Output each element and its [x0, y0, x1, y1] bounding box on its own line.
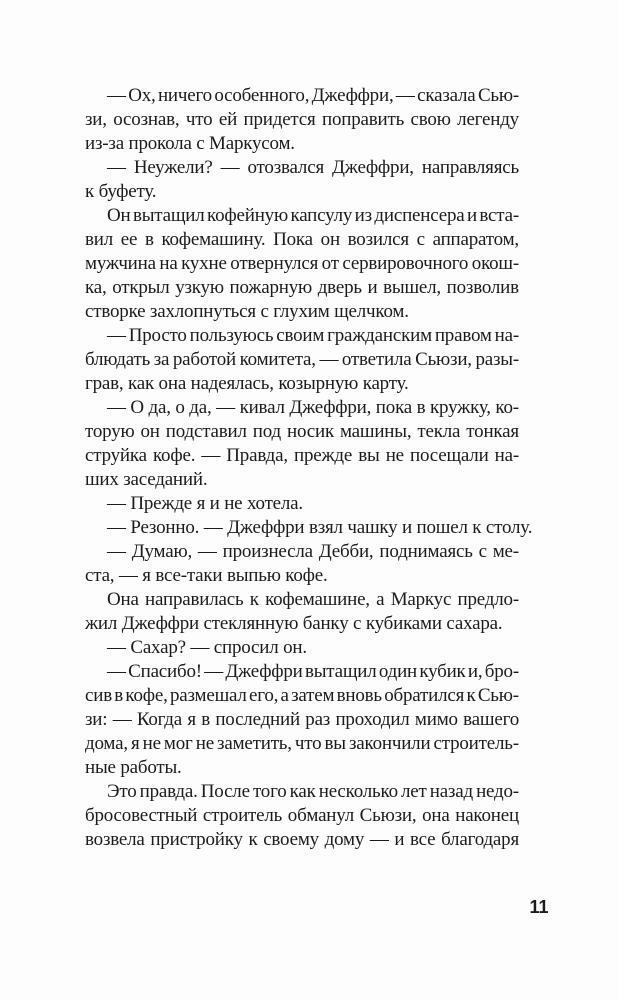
paragraph — [85, 780, 519, 852]
text-line: — Прежде я и не хотела. — [107, 493, 303, 514]
text-line: ные работы. — [85, 757, 182, 778]
paragraph — [85, 156, 519, 204]
text-line: вил ее в кофемашину. Пока он возился с аппаратом, — [85, 229, 519, 250]
text-line: блюдать за работой комитета, — ответила Сьюзи, разы- — [85, 349, 519, 370]
text-line: жил Джеффри стеклянную банку с кубиками сахара. — [85, 613, 503, 634]
text-line: торую он подставил под носик машины, текла тонкая — [85, 421, 519, 442]
text-line: — Сахар? — спросил он. — [107, 637, 307, 658]
paragraph — [85, 396, 519, 492]
paragraph — [85, 636, 519, 660]
page-text — [85, 84, 533, 852]
text-line: — Ох, ничего особенного, Джеффри, — сказала Сью- — [107, 85, 519, 106]
text-line: мужчина на кухне отвернулся от сервировочного окош- — [85, 253, 519, 274]
text-line: к буфету. — [85, 181, 157, 202]
text-line: — О да, о да, — кивал Джеффри, пока в кружку, ко- — [107, 397, 519, 418]
text-line: грав, как она надеялась, козырную карту. — [85, 373, 409, 394]
paragraph — [85, 540, 519, 588]
paragraph — [85, 516, 533, 540]
text-line: — Думаю, — произнесла Дебби, поднимаясь с ме- — [107, 541, 519, 562]
paragraph — [85, 204, 519, 324]
text-line: Она направилась к кофемашине, а Маркус предло- — [107, 589, 519, 610]
text-line: сив в кофе, размешал его, а затем вновь обратился к Сью- — [85, 685, 519, 706]
paragraph — [85, 324, 519, 396]
text-line: бросовестный строитель обманул Сьюзи, она наконец — [85, 805, 519, 826]
text-line: струйка кофе. — Правда, прежде вы не посещали на- — [85, 445, 519, 466]
paragraph — [85, 492, 519, 516]
text-line: из-за прокола с Маркусом. — [85, 133, 295, 154]
text-line: — Просто пользуюсь своим гражданским правом на- — [107, 325, 519, 346]
text-line: зи: — Когда я в последний раз проходил мимо вашего — [85, 709, 519, 730]
paragraph — [85, 588, 519, 636]
text-line: — Резонно. — Джеффри взял чашку и пошел к столу. — [107, 517, 533, 538]
text-line: дома, я не мог не заметить, что вы закончили строитель- — [85, 733, 519, 754]
text-line: створке захлопнуться с глухим щелчком. — [85, 301, 409, 322]
text-line: Он вытащил кофейную капсулу из диспенсера и вста- — [107, 205, 519, 226]
text-line: ка, открыл узкую пожарную дверь и вышел, позволив — [85, 277, 519, 298]
text-line: ших заседаний. — [85, 469, 208, 490]
text-line: — Неужели? — отозвался Джеффри, направляясь — [107, 157, 519, 178]
page-number: 11 — [529, 897, 549, 917]
text-line: Это правда. После того как несколько лет назад недо- — [107, 781, 519, 802]
text-line: зи, осознав, что ей придется поправить свою легенду — [85, 109, 519, 130]
paragraph — [85, 660, 519, 780]
text-line: возвела пристройку к своему дому — и все благодаря — [85, 829, 519, 850]
text-line: ста, — я все-таки выпью кофе. — [85, 565, 328, 586]
paragraph — [85, 84, 519, 156]
text-line: — Спасибо! — Джеффри вытащил один кубик и, бро- — [107, 661, 519, 682]
